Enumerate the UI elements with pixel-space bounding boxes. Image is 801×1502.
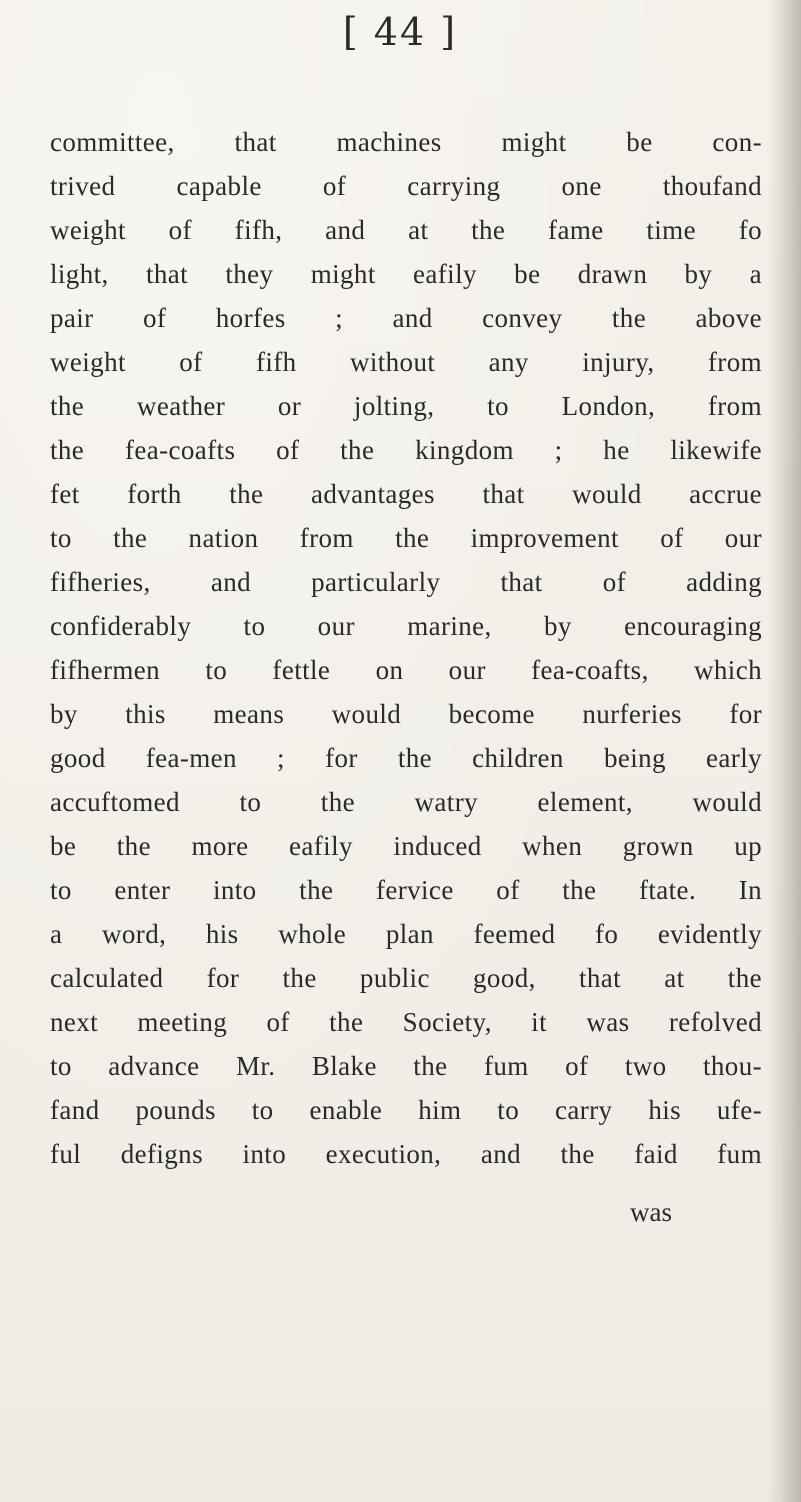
- text-line: the weather or jolting, to London, from: [50, 391, 762, 421]
- text-line: fet forth the advantages that would accrue: [50, 479, 762, 509]
- text-line: good fea-men ; for the children being early: [50, 743, 762, 773]
- text-line: to advance Mr. Blake the fum of two thou-: [50, 1051, 762, 1081]
- text-line: pair of horfes ; and convey the above: [50, 303, 762, 333]
- text-line: be the more eafily induced when grown up: [50, 831, 762, 861]
- catchword: was: [630, 1197, 672, 1227]
- text-line: calculated for the public good, that at the: [50, 963, 762, 993]
- text-line: to enter into the fervice of the ftate. In: [50, 875, 762, 905]
- text-line: a word, his whole plan feemed fo evidently: [50, 919, 762, 949]
- text-line: committee, that machines might be con-: [50, 127, 762, 157]
- text-line: ful defigns into execution, and the faid fum: [50, 1139, 762, 1169]
- text-line: fand pounds to enable him to carry his ufe-: [50, 1095, 762, 1125]
- text-line: weight of fifh, and at the fame time fo: [50, 215, 762, 245]
- text-line: the fea-coafts of the kingdom ; he likewife: [50, 435, 762, 465]
- text-line: accuftomed to the watry element, would: [50, 787, 762, 817]
- text-line: to the nation from the improvement of our: [50, 523, 762, 553]
- text-line: fifhermen to fettle on our fea-coafts, which: [50, 655, 762, 685]
- text-line: trived capable of carrying one thoufand: [50, 171, 762, 201]
- text-line: next meeting of the Society, it was refolved: [50, 1007, 762, 1037]
- text-line: confiderably to our marine, by encouraging: [50, 611, 762, 641]
- text-line: weight of fifh without any injury, from: [50, 347, 762, 377]
- text-line: light, that they might eafily be drawn by a: [50, 259, 762, 289]
- text-line: by this means would become nurferies for: [50, 699, 762, 729]
- page-number: [ 44 ]: [342, 10, 458, 54]
- text-line: fifheries, and particularly that of adding: [50, 567, 762, 597]
- page-edge-shadow: [767, 0, 801, 1502]
